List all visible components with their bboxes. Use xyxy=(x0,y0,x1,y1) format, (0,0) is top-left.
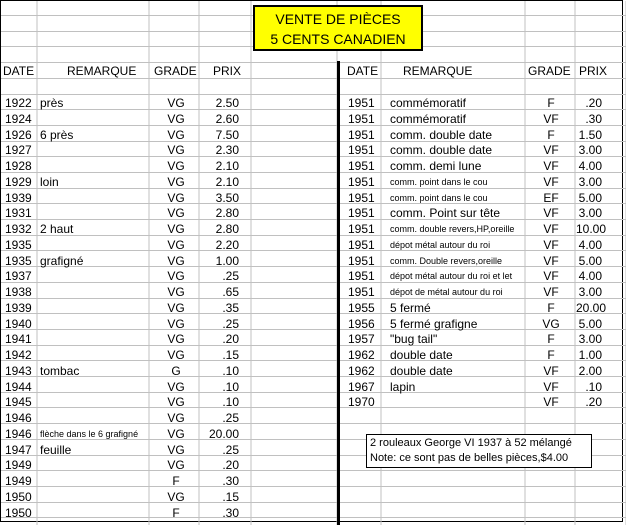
left-cell-prix[interactable]: .10 xyxy=(222,380,239,394)
note-box xyxy=(366,434,592,468)
right-cell-remarque[interactable]: 5 fermé xyxy=(390,301,431,315)
right-cell-prix[interactable]: 3.00 xyxy=(578,143,602,157)
left-cell-remarque[interactable] xyxy=(40,300,152,316)
right-cell-date[interactable]: 1951 xyxy=(348,175,375,189)
right-cell-date[interactable]: 1951 xyxy=(348,143,375,157)
left-cell-prix[interactable]: .30 xyxy=(222,506,239,520)
left-cell-grade[interactable]: VG xyxy=(167,112,185,126)
right-cell-grade[interactable]: EF xyxy=(543,191,559,205)
right-cell-prix[interactable]: .10 xyxy=(585,380,602,394)
left-cell-date[interactable]: 1949 xyxy=(5,474,32,488)
left-cell-date[interactable]: 1950 xyxy=(5,490,32,504)
left-cell-grade[interactable]: VG xyxy=(167,143,185,157)
left-cell-prix[interactable]: 2.80 xyxy=(215,206,239,220)
right-cell-remarque[interactable]: dépot métal autour du roi et let xyxy=(390,271,513,281)
left-cell-remarque[interactable] xyxy=(40,457,152,473)
left-cell-grade[interactable]: VG xyxy=(167,191,185,205)
left-cell-date[interactable]: 1940 xyxy=(5,317,32,331)
left-cell-grade[interactable]: G xyxy=(171,364,181,378)
left-cell-grade[interactable]: VG xyxy=(167,206,185,220)
right-cell-prix[interactable]: 10.00 xyxy=(576,222,607,236)
right-cell-remarque[interactable]: comm. double date xyxy=(390,143,493,157)
right-cell-remarque[interactable]: 5 fermé grafigne xyxy=(390,317,478,331)
left-cell-grade[interactable]: VG xyxy=(167,380,185,394)
left-cell-prix[interactable]: .15 xyxy=(222,348,239,362)
left-cell-remarque[interactable] xyxy=(40,142,152,158)
right-cell-prix[interactable]: 5.00 xyxy=(578,254,602,268)
left-cell-grade[interactable]: VG xyxy=(167,490,185,504)
left-cell-date[interactable]: 1929 xyxy=(5,175,32,189)
right-cell-remarque[interactable]: dépot métal autour du roi xyxy=(390,240,491,250)
left-cell-grade[interactable]: VG xyxy=(167,443,185,457)
left-cell-remarque[interactable] xyxy=(40,489,152,505)
left-cell-date[interactable]: 1946 xyxy=(5,427,32,441)
left-cell-remarque[interactable] xyxy=(40,394,152,410)
right-cell-date[interactable]: 1951 xyxy=(348,191,375,205)
left-cell-remarque[interactable] xyxy=(40,190,152,206)
right-cell-prix[interactable]: 2.00 xyxy=(578,364,602,378)
left-cell-remarque[interactable] xyxy=(40,379,152,395)
left-cell-remarque[interactable]: près xyxy=(40,96,64,110)
right-cell-grade[interactable]: F xyxy=(547,96,555,110)
right-cell-grade[interactable]: VF xyxy=(543,206,559,220)
left-cell-prix[interactable]: .10 xyxy=(222,364,239,378)
right-cell-date[interactable]: 1951 xyxy=(348,269,375,283)
right-cell-remarque[interactable]: comm. double revers,HP,oreille xyxy=(390,224,515,234)
right-cell-grade[interactable]: VG xyxy=(542,317,560,331)
left-cell-prix[interactable]: 2.20 xyxy=(215,238,239,252)
left-cell-date[interactable]: 1937 xyxy=(5,269,32,283)
left-cell-date[interactable]: 1935 xyxy=(5,254,32,268)
left-cell-prix[interactable]: 2.60 xyxy=(215,112,239,126)
right-header-date[interactable]: DATE xyxy=(347,64,379,78)
left-cell-date[interactable]: 1939 xyxy=(5,191,32,205)
right-cell-grade[interactable]: VF xyxy=(543,395,559,409)
left-cell-date[interactable]: 1941 xyxy=(5,332,32,346)
left-cell-prix[interactable]: .35 xyxy=(222,301,239,315)
left-cell-date[interactable]: 1935 xyxy=(5,238,32,252)
left-cell-remarque[interactable] xyxy=(40,505,152,521)
left-cell-grade[interactable]: F xyxy=(172,474,180,488)
left-cell-grade[interactable]: VG xyxy=(167,301,185,315)
left-cell-grade[interactable]: VG xyxy=(167,458,185,472)
right-cell-remarque[interactable]: lapin xyxy=(390,380,416,394)
right-cell-date[interactable]: 1951 xyxy=(348,159,375,173)
left-cell-date[interactable]: 1945 xyxy=(5,395,32,409)
left-cell-grade[interactable]: VG xyxy=(167,348,185,362)
right-cell-grade[interactable]: VF xyxy=(543,238,559,252)
left-cell-prix[interactable]: .25 xyxy=(222,269,239,283)
left-header-remarque[interactable]: REMARQUE xyxy=(67,64,137,78)
right-cell-date[interactable]: 1951 xyxy=(348,222,375,236)
left-cell-remarque[interactable] xyxy=(40,316,152,332)
left-cell-prix[interactable]: 2.10 xyxy=(215,159,239,173)
right-cell-remarque[interactable]: "bug tail" xyxy=(390,332,438,346)
title-line-1: VENTE DE PIÈCES xyxy=(275,11,401,27)
left-cell-prix[interactable]: .15 xyxy=(222,490,239,504)
right-cell-prix[interactable]: 5.00 xyxy=(578,191,602,205)
left-cell-grade[interactable]: VG xyxy=(167,427,185,441)
left-cell-date[interactable]: 1931 xyxy=(5,206,32,220)
left-cell-date[interactable]: 1924 xyxy=(5,112,32,126)
left-cell-date[interactable]: 1939 xyxy=(5,301,32,315)
right-cell-date[interactable]: 1956 xyxy=(348,317,375,331)
right-cell-prix[interactable]: .20 xyxy=(585,96,602,110)
left-cell-grade[interactable]: VG xyxy=(167,254,185,268)
right-cell-date[interactable]: 1951 xyxy=(348,238,375,252)
right-cell-date[interactable]: 1970 xyxy=(348,395,375,409)
right-cell-date[interactable]: 1957 xyxy=(348,332,375,346)
right-header-remarque[interactable]: REMARQUE xyxy=(403,64,473,78)
right-cell-date[interactable]: 1967 xyxy=(348,380,375,394)
left-cell-prix[interactable]: 2.10 xyxy=(215,175,239,189)
right-cell-remarque[interactable]: dépot de métal autour du roi xyxy=(390,287,503,297)
right-cell-grade[interactable]: VF xyxy=(543,159,559,173)
left-cell-remarque[interactable]: 2 haut xyxy=(40,222,74,236)
left-cell-grade[interactable]: VG xyxy=(167,96,185,110)
left-cell-date[interactable]: 1926 xyxy=(5,128,32,142)
right-cell-prix[interactable]: 3.00 xyxy=(578,206,602,220)
right-cell-remarque[interactable]: double date xyxy=(390,348,453,362)
left-cell-remarque[interactable] xyxy=(40,284,152,300)
left-cell-grade[interactable]: VG xyxy=(167,175,185,189)
right-cell-date[interactable]: 1951 xyxy=(348,254,375,268)
right-cell-grade[interactable]: VF xyxy=(543,269,559,283)
left-cell-prix[interactable]: .20 xyxy=(222,332,239,346)
right-cell-grade[interactable]: VF xyxy=(543,380,559,394)
left-cell-date[interactable]: 1942 xyxy=(5,348,32,362)
right-cell-grade[interactable]: F xyxy=(547,348,555,362)
left-cell-date[interactable]: 1949 xyxy=(5,458,32,472)
left-cell-prix[interactable]: 2.30 xyxy=(215,143,239,157)
right-cell-remarque[interactable]: comm. demi lune xyxy=(390,159,482,173)
left-cell-remarque[interactable] xyxy=(40,473,152,489)
right-cell-remarque[interactable]: comm. point dans le cou xyxy=(390,177,488,187)
right-cell-prix[interactable]: .30 xyxy=(585,112,602,126)
left-cell-remarque[interactable]: loin xyxy=(40,175,59,189)
left-cell-remarque[interactable]: grafigné xyxy=(40,254,84,268)
right-cell-grade[interactable]: F xyxy=(547,128,555,142)
right-cell-prix[interactable]: 20.00 xyxy=(576,301,607,315)
left-header-grade[interactable]: GRADE xyxy=(154,64,197,78)
left-header-prix[interactable]: PRIX xyxy=(213,64,242,78)
left-cell-grade[interactable]: VG xyxy=(167,222,185,236)
left-cell-date[interactable]: 1944 xyxy=(5,380,32,394)
right-cell-grade[interactable]: VF xyxy=(543,222,559,236)
right-cell-remarque[interactable]: commémoratif xyxy=(390,96,467,110)
left-cell-date[interactable]: 1943 xyxy=(5,364,32,378)
title-line-2: 5 CENTS CANADIEN xyxy=(270,31,406,47)
left-cell-prix[interactable]: 7.50 xyxy=(215,128,239,142)
left-cell-date[interactable]: 1928 xyxy=(5,159,32,173)
note-line-2: Note: ce sont pas de belles pièces,$4.00 xyxy=(370,452,569,464)
left-cell-remarque[interactable] xyxy=(40,347,152,363)
left-cell-prix[interactable]: 2.50 xyxy=(215,96,239,110)
right-cell-prix[interactable]: 1.00 xyxy=(578,348,602,362)
right-cell-remarque[interactable]: comm. point dans le cou xyxy=(390,193,488,203)
left-cell-remarque[interactable] xyxy=(40,237,152,253)
right-cell-prix[interactable]: 4.00 xyxy=(578,238,602,252)
right-cell-date[interactable]: 1951 xyxy=(348,128,375,142)
left-cell-prix[interactable]: 1.00 xyxy=(215,254,239,268)
left-cell-prix[interactable]: .20 xyxy=(222,458,239,472)
left-header-date[interactable]: DATE xyxy=(3,64,35,78)
column-divider xyxy=(337,61,340,525)
right-cell-date[interactable]: 1962 xyxy=(348,364,375,378)
left-cell-prix[interactable]: .25 xyxy=(222,443,239,457)
right-cell-grade[interactable]: F xyxy=(547,301,555,315)
left-cell-date[interactable]: 1922 xyxy=(5,96,32,110)
note-line-1: 2 rouleaux George VI 1937 à 52 mélangé xyxy=(370,437,572,449)
left-cell-remarque[interactable] xyxy=(40,331,152,347)
right-cell-prix[interactable]: 4.00 xyxy=(578,269,602,283)
left-cell-prix[interactable]: .25 xyxy=(222,317,239,331)
right-cell-date[interactable]: 1962 xyxy=(348,348,375,362)
left-cell-date[interactable]: 1932 xyxy=(5,222,32,236)
right-cell-date[interactable]: 1951 xyxy=(348,96,375,110)
right-cell-remarque[interactable]: comm. double date xyxy=(390,128,493,142)
right-cell-grade[interactable]: VF xyxy=(543,112,559,126)
right-cell-grade[interactable]: VF xyxy=(543,143,559,157)
right-cell-grade[interactable]: VF xyxy=(543,285,559,299)
right-cell-remarque[interactable]: double date xyxy=(390,364,453,378)
left-cell-remarque[interactable]: tombac xyxy=(40,364,80,378)
right-cell-date[interactable]: 1951 xyxy=(348,112,375,126)
left-cell-grade[interactable]: VG xyxy=(167,411,185,425)
left-cell-grade[interactable]: VG xyxy=(167,269,185,283)
left-cell-grade[interactable]: F xyxy=(172,506,180,520)
right-cell-prix[interactable]: 1.50 xyxy=(578,128,602,142)
right-cell-remarque[interactable]: commémoratif xyxy=(390,112,467,126)
right-cell-remarque[interactable]: comm. Point sur tête xyxy=(390,206,501,220)
left-cell-prix[interactable]: .10 xyxy=(222,395,239,409)
right-cell-remarque[interactable]: comm. Double revers,oreille xyxy=(390,256,503,266)
left-cell-remarque[interactable]: 6 près xyxy=(40,128,74,142)
left-cell-grade[interactable]: VG xyxy=(167,128,185,142)
right-cell-date[interactable]: 1955 xyxy=(348,301,375,315)
left-cell-date[interactable]: 1950 xyxy=(5,506,32,520)
right-cell-date[interactable]: 1951 xyxy=(348,285,375,299)
left-cell-remarque[interactable]: feuille xyxy=(40,443,72,457)
left-cell-remarque[interactable]: flèche dans le 6 grafigné xyxy=(40,429,139,439)
left-cell-grade[interactable]: VG xyxy=(167,332,185,346)
left-cell-date[interactable]: 1927 xyxy=(5,143,32,157)
left-cell-date[interactable]: 1947 xyxy=(5,443,32,457)
left-cell-grade[interactable]: VG xyxy=(167,285,185,299)
left-cell-remarque[interactable] xyxy=(40,268,152,284)
left-cell-prix[interactable]: .25 xyxy=(222,411,239,425)
right-cell-prix[interactable]: 3.00 xyxy=(578,175,602,189)
left-cell-date[interactable]: 1938 xyxy=(5,285,32,299)
left-cell-date[interactable]: 1946 xyxy=(5,411,32,425)
right-cell-prix[interactable]: 3.00 xyxy=(578,332,602,346)
right-cell-prix[interactable]: 4.00 xyxy=(578,159,602,173)
left-cell-prix[interactable]: .65 xyxy=(222,285,239,299)
left-cell-grade[interactable]: VG xyxy=(167,317,185,331)
left-cell-grade[interactable]: VG xyxy=(167,395,185,409)
right-cell-grade[interactable]: F xyxy=(547,332,555,346)
left-cell-prix[interactable]: 3.50 xyxy=(215,191,239,205)
right-header-grade[interactable]: GRADE xyxy=(528,64,571,78)
right-cell-prix[interactable]: 3.00 xyxy=(578,285,602,299)
right-header-prix[interactable]: PRIX xyxy=(579,64,608,78)
left-cell-remarque[interactable] xyxy=(40,111,152,127)
right-cell-prix[interactable]: .20 xyxy=(585,395,602,409)
left-cell-prix[interactable]: 20.00 xyxy=(208,427,239,441)
right-cell-grade[interactable]: VF xyxy=(543,254,559,268)
title-box xyxy=(253,5,423,51)
left-cell-grade[interactable]: VG xyxy=(167,238,185,252)
left-cell-remarque[interactable] xyxy=(40,410,152,426)
right-cell-prix[interactable]: 5.00 xyxy=(578,317,602,331)
right-cell-remarque[interactable] xyxy=(390,394,526,410)
left-cell-prix[interactable]: 2.80 xyxy=(215,222,239,236)
left-cell-grade[interactable]: VG xyxy=(167,159,185,173)
right-cell-grade[interactable]: VF xyxy=(543,364,559,378)
left-cell-prix[interactable]: .30 xyxy=(222,474,239,488)
right-cell-grade[interactable]: VF xyxy=(543,175,559,189)
left-cell-remarque[interactable] xyxy=(40,158,152,174)
left-cell-remarque[interactable] xyxy=(40,205,152,221)
right-cell-date[interactable]: 1951 xyxy=(348,206,375,220)
